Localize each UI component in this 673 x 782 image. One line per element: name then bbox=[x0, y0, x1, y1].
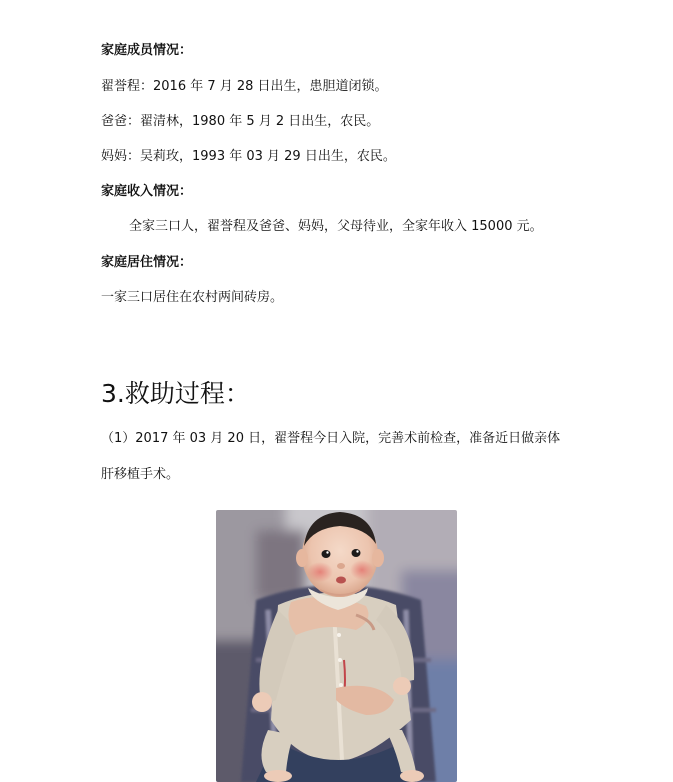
income-heading: 家庭收入情况： bbox=[101, 184, 193, 199]
family-member-child: 翟誉程：2016 年 7 月 28 日出生，患胆道闭锁。 bbox=[101, 79, 388, 94]
baby-photo bbox=[216, 510, 457, 782]
family-member-father: 爸爸：翟清林，1980 年 5 月 2 日出生，农民。 bbox=[101, 114, 380, 129]
family-member-mother: 妈妈：吴莉玫，1993 年 03 月 29 日出生，农民。 bbox=[101, 149, 396, 164]
rescue-step1-line2: 肝移植手术。 bbox=[101, 467, 180, 482]
income-text: 全家三口人，翟誉程及爸爸、妈妈，父母待业，全家年收入 15000 元。 bbox=[129, 219, 543, 234]
rescue-section-title: 3.救助过程： bbox=[101, 379, 250, 408]
housing-text: 一家三口居住在农村两间砖房。 bbox=[101, 290, 284, 305]
family-heading: 家庭成员情况： bbox=[101, 43, 193, 58]
rescue-step1-line1: （1）2017 年 03 月 20 日，翟誉程今日入院，完善术前检查，准备近日做亲体 bbox=[101, 431, 561, 446]
housing-heading: 家庭居住情况： bbox=[101, 255, 193, 270]
